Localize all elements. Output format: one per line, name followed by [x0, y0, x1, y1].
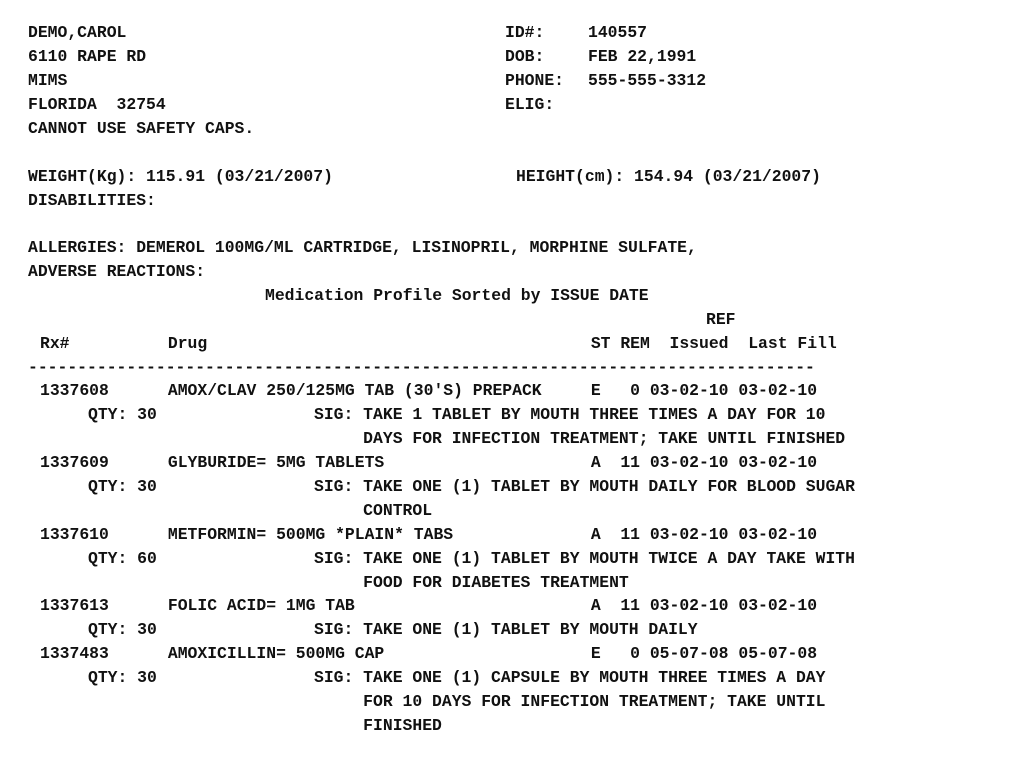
- rx-sig-line: FOR 10 DAYS FOR INFECTION TREATMENT; TAKE UNTIL: [314, 692, 826, 711]
- height-line: HEIGHT(cm): 154.94 (03/21/2007): [516, 167, 821, 186]
- table-header: Rx# Drug ST REM Issued Last Fill: [40, 334, 837, 353]
- rx-qty: QTY: 60: [88, 549, 157, 568]
- weight-line: WEIGHT(Kg): 115.91 (03/21/2007): [28, 167, 333, 186]
- patient-address: 6110 RAPE RD: [28, 47, 147, 66]
- rx-sig-line: SIG: TAKE 1 TABLET BY MOUTH THREE TIMES A DAY FOR 10: [314, 405, 826, 424]
- rx-line: 1337608 AMOX/CLAV 250/125MG TAB (30'S) PREPACK E 0 03-02-10 03-02-10: [40, 381, 818, 400]
- rx-line: 1337609 GLYBURIDE= 5MG TABLETS A 11 03-02-10 03-02-10: [40, 453, 818, 472]
- profile-title: Medication Profile Sorted by ISSUE DATE: [265, 286, 649, 305]
- patient-id-label: ID#:: [505, 23, 545, 42]
- patient-phone: 555-555-3312: [588, 71, 707, 90]
- patient-city: MIMS: [28, 71, 68, 90]
- rx-qty: QTY: 30: [88, 620, 157, 639]
- disabilities-line: DISABILITIES:: [28, 191, 156, 210]
- rx-sig-line: FINISHED: [314, 716, 442, 735]
- rx-sig-line: SIG: TAKE ONE (1) TABLET BY MOUTH DAILY: [314, 620, 698, 639]
- rx-sig-line: DAYS FOR INFECTION TREATMENT; TAKE UNTIL FINISHED: [314, 429, 846, 448]
- rx-sig-line: SIG: TAKE ONE (1) CAPSULE BY MOUTH THREE TIMES A DAY: [314, 668, 826, 687]
- safety-caps-note: CANNOT USE SAFETY CAPS.: [28, 119, 255, 138]
- rx-sig-line: SIG: TAKE ONE (1) TABLET BY MOUTH DAILY FOR BLOOD SUGAR: [314, 477, 855, 496]
- rx-sig-line: FOOD FOR DIABETES TREATMENT: [314, 573, 629, 592]
- patient-phone-label: PHONE:: [505, 71, 565, 90]
- rx-line: 1337610 METFORMIN= 500MG *PLAIN* TABS A 11 03-02-10 03-02-10: [40, 525, 818, 544]
- rx-qty: QTY: 30: [88, 668, 157, 687]
- rx-qty: QTY: 30: [88, 405, 157, 424]
- rx-qty: QTY: 30: [88, 477, 157, 496]
- rx-sig-line: SIG: TAKE ONE (1) TABLET BY MOUTH TWICE A DAY TAKE WITH: [314, 549, 855, 568]
- table-separator: --------------------------------------------------------------------------------: [28, 358, 815, 377]
- rx-line: 1337483 AMOXICILLIN= 500MG CAP E 0 05-07-08 05-07-08: [40, 644, 818, 663]
- rx-sig-line: CONTROL: [314, 501, 433, 520]
- patient-state-zip: FLORIDA 32754: [28, 95, 166, 114]
- patient-elig-label: ELIG:: [505, 95, 555, 114]
- patient-dob: FEB 22,1991: [588, 47, 697, 66]
- patient-id: 140557: [588, 23, 648, 42]
- adverse-reactions-line: ADVERSE REACTIONS:: [28, 262, 206, 281]
- patient-dob-label: DOB:: [505, 47, 545, 66]
- patient-name: DEMO,CAROL: [28, 23, 127, 42]
- rx-line: 1337613 FOLIC ACID= 1MG TAB A 11 03-02-10 03-02-10: [40, 596, 818, 615]
- allergies-line: ALLERGIES: DEMEROL 100MG/ML CARTRIDGE, LISINOPRIL, MORPHINE SULFATE,: [28, 238, 697, 257]
- ref-header: REF: [706, 310, 736, 329]
